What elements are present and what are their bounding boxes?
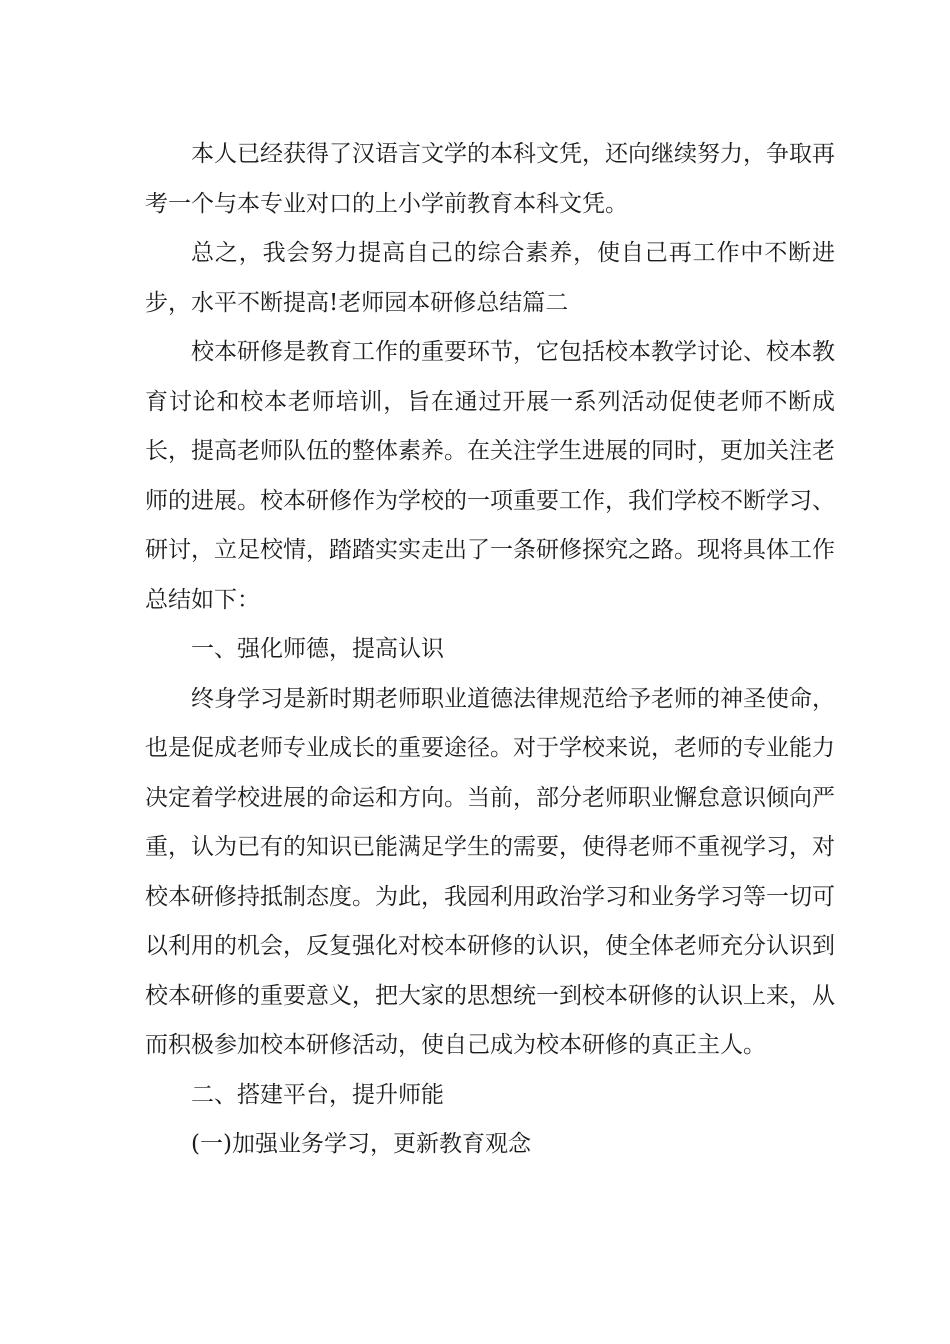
subsection-heading-1: (一)加强业务学习，更新教育观念 [191,1131,531,1157]
document-body [145,130,835,1170]
paragraph-degree: 本人已经获得了汉语言文学的本科文凭，还向继续努力，争取再考一个与本专业对口的上小学前教育本科文凭。 [145,141,835,217]
paragraph-section-1: 终身学习是新时期老师职业道德法律规范给予老师的神圣使命，也是促成老师专业成长的重要途径。对于学校来说，老师的专业能力决定着学校进展的命运和方向。当前，部分老师职业懈怠意识倾向严重，认为已有的知识已能满足学生的需要，使得老师不重视学习，对校本研修持抵制态度。为此，我园利用政治学习和业务学习等一切可以利用的机会，反复强化对校本研修的认识，使全体老师充分认识到校本研修的重要意义，把大家的思想统一到校本研修的认识上来，从而积极参加校本研修活动，使自己成为校本研修的真正主人。 [145,685,835,1058]
paragraph-conclusion: 总之，我会努力提高自己的综合素养，使自己再工作中不断进步，水平不断提高!老师园本研修总结篇二 [145,240,835,316]
section-heading-1: 一、强化师德，提高认识 [191,636,444,662]
section-heading-2: 二、搭建平台，提升师能 [191,1081,444,1108]
paragraph-intro: 校本研修是教育工作的重要环节，它包括校本教学讨论、校本教育讨论和校本老师培训，旨在通过开展一系列活动促使老师不断成长，提高老师队伍的整体素养。在关注学生进展的同时，更加关注老师的进展。校本研修作为学校的一项重要工作，我们学校不断学习、研讨，立足校情，踏踏实实走出了一条研修探究之路。现将具体工作总结如下： [145,339,835,613]
